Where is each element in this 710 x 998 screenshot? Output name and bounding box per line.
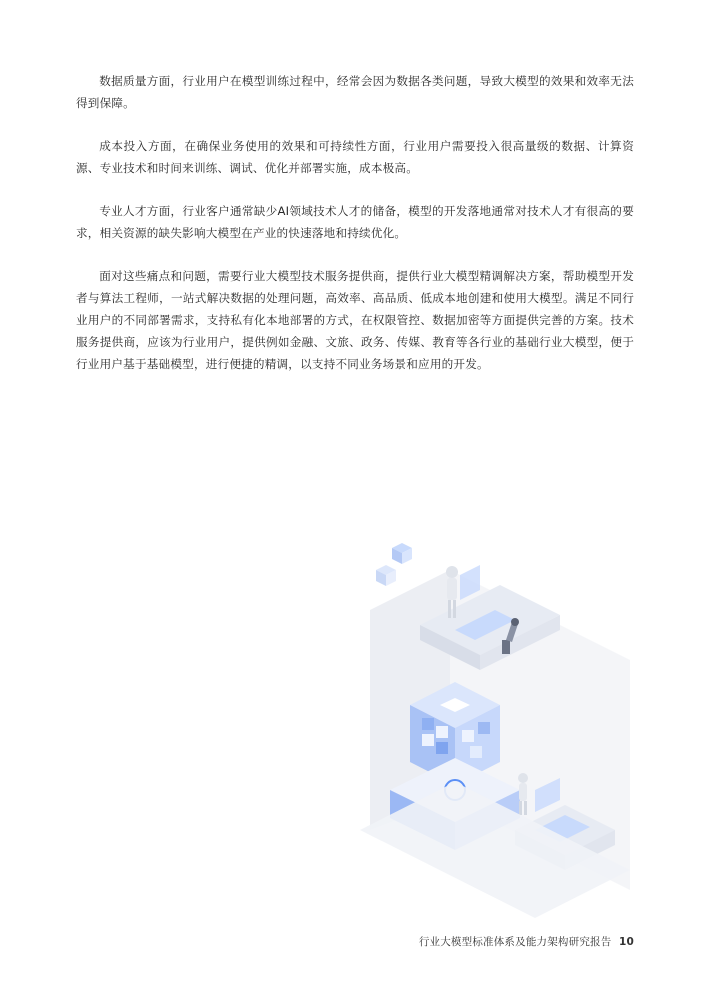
isometric-ai-illustration <box>330 530 660 920</box>
footer-report-title: 行业大模型标准体系及能力架构研究报告 <box>418 936 612 948</box>
page-footer <box>419 934 634 949</box>
paragraph-cost-input: 成本投入方面，在确保业务使用的效果和可持续性方面，行业用户需要投入很高量级的数据、计算资源、专业技术和时间来训练、调试、优化并部署实施，成本极高。 <box>76 139 634 175</box>
floating-cubes <box>376 543 412 586</box>
paragraph-solution: 面对这些痛点和问题，需要行业大模型技术服务提供商，提供行业大模型精调解决方案，帮助模型开发者与算法工程师，一站式解决数据的处理问题，高效率、高品质、低成本地创建和使用大模型。满足不同行业用户的不同部署需求，支持私有化本地部署的方式，在权限管控、数据加密等方面提供完善的方案。技术服务提供商，应该为行业用户，提供例如金融、文旅、政务、传媒、教育等各行业的基础行业大模型，便于行业用户基于基础模型，进行便捷的精调，以支持不同业务场景和应用的开发。 <box>76 269 634 371</box>
paragraph-talent: 专业人才方面，行业客户通常缺少AI领域技术人才的储备，模型的开发落地通常对技术人才有很高的要求，相关资源的缺失影响大模型在产业的快速落地和持续优化。 <box>76 204 634 240</box>
main-content <box>76 70 634 396</box>
paragraph-data-quality: 数据质量方面，行业用户在模型训练过程中，经常会因为数据各类问题，导致大模型的效果和效率无法得到保障。 <box>76 74 634 110</box>
page-number: 10 <box>618 936 634 948</box>
